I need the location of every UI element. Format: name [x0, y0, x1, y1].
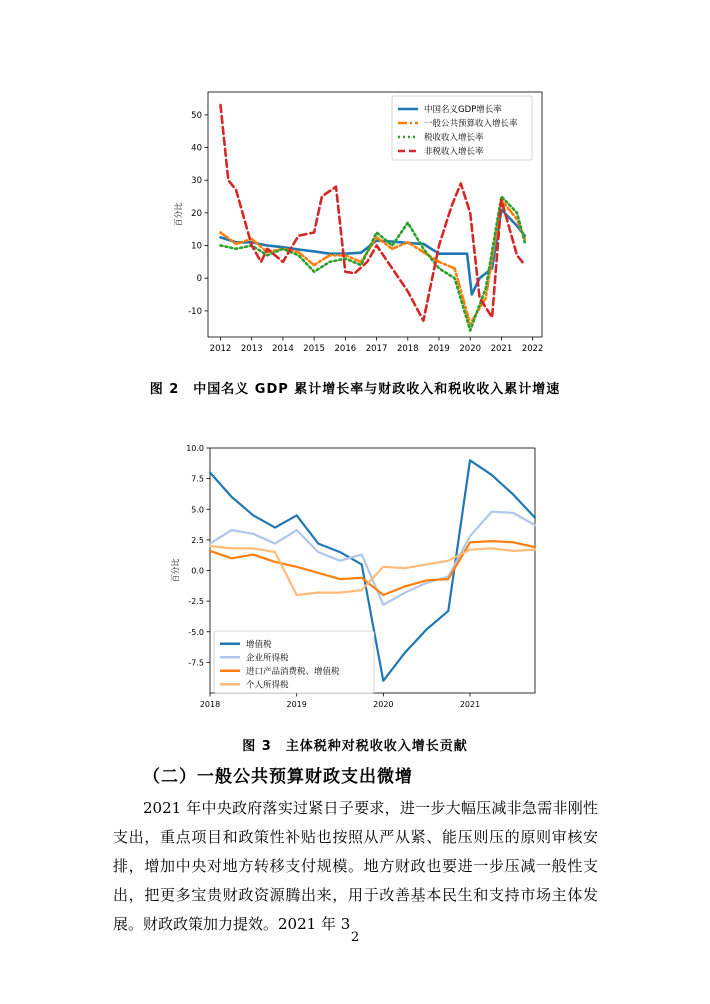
fig3-legend-label: 个人所得税: [246, 680, 289, 691]
figure-2-caption: 图 2 中国名义 GDP 累计增长率与财政收入和税收收入累计增速: [149, 382, 561, 397]
fig3-y-tick-label: 0.0: [191, 566, 204, 576]
fig2-legend-label: 一般公共预算收入增长率: [424, 119, 518, 129]
fig3-series-line-2: [210, 512, 535, 605]
fig2-x-tick-label: 2016: [334, 344, 357, 354]
fig2-y-tick-label: -10: [188, 306, 202, 317]
body-paragraph: 2021 年中央政府落实过紧日子要求，进一步大幅压减非急需非刚性支出，重点项目和政策性补贴也按照从严从紧、能压则压的原则审核安排，增加中央对地方转移支付规模。地方财政也要进一步压减一般性支出，把更多宝贵财政资源腾出来，用于改善基本民生和支持市场主体发展。财政政策加力提效。2021 年 3: [113, 799, 598, 933]
fig2-x-tick-label: 2015: [303, 344, 325, 354]
fig3-x-tick-label: 2021: [459, 700, 481, 709]
figure-3-caption: 图 3 主体税种对税收收入增长贡献: [242, 739, 468, 754]
fig2-legend-label: 中国名义GDP增长率: [424, 105, 502, 115]
fig2-x-tick-label: 2013: [240, 344, 263, 354]
fig3-x-tick-label: 2018: [199, 700, 221, 709]
fig2-x-tick-label: 2017: [365, 344, 388, 354]
fig3-y-axis-label: 百分比: [171, 558, 180, 583]
fig3-y-tick-label: 5.0: [191, 505, 204, 515]
fig2-x-tick-label: 2014: [272, 344, 294, 354]
fig3-y-tick-label: -7.5: [188, 658, 204, 668]
fig3-legend-label: 企业所得税: [246, 653, 289, 664]
figure-2-chart: [0, 0, 710, 360]
fig2-y-tick-label: 40: [191, 143, 202, 154]
fig3-y-tick-label: 7.5: [191, 474, 204, 484]
fig2-x-tick-label: 2020: [459, 344, 482, 354]
page-number: 2: [350, 930, 360, 945]
fig2-x-tick-label: 2021: [490, 344, 513, 354]
fig2-y-tick-label: 30: [191, 176, 202, 187]
fig2-y-axis-label: 百分比: [174, 202, 183, 227]
fig2-y-tick-label: 50: [191, 110, 202, 121]
fig2-legend-label: 税收收入增长率: [424, 133, 484, 143]
figure-3-legend: [214, 631, 374, 693]
fig2-y-tick-label: 20: [191, 208, 202, 219]
section-heading: （二）一般公共预算财政支出微增: [143, 767, 413, 787]
fig2-x-tick-label: 2019: [428, 344, 450, 354]
fig2-y-tick-label: 0: [196, 274, 202, 285]
fig2-x-tick-label: 2018: [396, 344, 419, 354]
figure-2-legend: [392, 96, 532, 160]
fig3-y-tick-label: -2.5: [188, 597, 204, 607]
fig3-x-tick-label: 2019: [286, 700, 307, 709]
fig3-legend-label: 进口产品消费税、增值税: [246, 666, 340, 677]
fig3-y-tick-label: -5.0: [188, 627, 204, 637]
fig3-x-tick-label: 2020: [373, 700, 394, 709]
fig3-legend-label: 增值税: [246, 639, 272, 650]
fig3-y-tick-label: 10.0: [186, 444, 204, 453]
fig2-legend-label: 非税收入增长率: [424, 147, 484, 157]
fig2-x-tick-label: 2022: [521, 344, 544, 354]
figure-3-chart: [0, 430, 710, 720]
fig2-x-tick-label: 2012: [209, 344, 232, 354]
fig3-y-tick-label: 2.5: [191, 535, 204, 545]
fig2-y-tick-label: 10: [191, 241, 202, 252]
